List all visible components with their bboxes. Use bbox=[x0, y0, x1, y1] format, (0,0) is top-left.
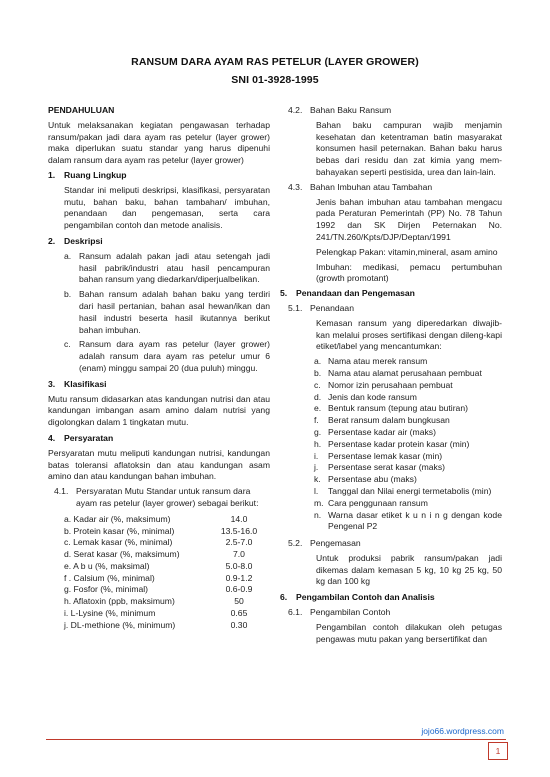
list-item bbox=[314, 392, 502, 404]
spec-label: e. A b u (%, maksimal) bbox=[64, 560, 150, 571]
list-marker: n. bbox=[314, 509, 322, 520]
subsection-number: 6.1. bbox=[288, 607, 303, 618]
spec-value: 50 bbox=[234, 596, 244, 607]
list-text: Persentase kadar protein kasar (min) bbox=[328, 438, 470, 449]
subsection-5-2-heading bbox=[288, 538, 502, 550]
spec-row bbox=[48, 561, 270, 573]
document-subtitle: SNI 01-3928-1995 bbox=[231, 74, 319, 86]
section-title: Klasifikasi bbox=[64, 378, 107, 389]
spec-row bbox=[48, 526, 270, 538]
spec-label: i. L-Lysine (%, minimum bbox=[64, 608, 156, 619]
list-item bbox=[314, 510, 502, 534]
spec-label: j. DL-methione (%, minimum) bbox=[64, 619, 176, 630]
spec-label: c. Lemak kasar (%, minimal) bbox=[64, 537, 173, 548]
spec-row bbox=[48, 620, 270, 632]
spec-label: g. Fosfor (%, minimal) bbox=[64, 584, 149, 595]
list-text: Nomor izin perusahaan pembuat bbox=[328, 379, 453, 390]
paragraph-persyaratan: Persyaratan mutu meliputi kandungan nutrisi, kandungan batas toleransi aflatoksin dan atau kandungan asam amino dan atau kandungan bahan imbuhan. bbox=[48, 447, 270, 482]
subsection-title: Bahan Imbuhan atau Tambahan bbox=[310, 181, 433, 192]
paragraph-bahan-baku: Bahan baku campuran wajib menjamin kesehatan dan ketentraman batin masyarakat konsumen hasil peternakan. Bahan baku harus bebas dari residu dan zat kimia yang mem-bahayakan seperti pestisida, urea dan lain-lain. bbox=[316, 119, 502, 177]
paragraph-ruang-lingkup: Standar ini meliputi deskripsi, klasifikasi, persyaratan mutu, bahan baku, bahan tambahan/ imbuhan, penandaan dan pengemasan, serta cara pengambilan contoh dan metode analisis. bbox=[64, 184, 270, 231]
spec-value: 0.6-0.9 bbox=[225, 584, 253, 595]
list-text: Persentase lemak kasar (min) bbox=[328, 450, 443, 461]
spec-value: 0.30 bbox=[230, 619, 248, 630]
subsection-4-1 bbox=[48, 486, 270, 510]
list-item bbox=[314, 474, 502, 486]
document-title: RANSUM DARA AYAM RAS PETELUR (LAYER GROWER) bbox=[131, 56, 419, 68]
list-marker: f. bbox=[314, 415, 319, 426]
section-title: Ruang Lingkup bbox=[64, 169, 127, 180]
list-marker: g. bbox=[314, 426, 322, 437]
paragraph-pelengkap-pakan: Pelengkap Pakan: vitamin,mineral, asam amino bbox=[316, 246, 498, 257]
spec-value: 7.0 bbox=[233, 549, 245, 560]
list-marker: e. bbox=[314, 403, 322, 414]
list-marker: c. bbox=[314, 379, 321, 390]
paragraph-bahan-imbuhan: Jenis bahan imbuhan atau tambahan mengacu pada Peraturan Pemerintah (PP) No. 78 Tahun 1992 dan SK Dirjen Peternakan No. 241/TN.260/Kpts/DJP/Deptan/1991 bbox=[316, 196, 502, 242]
spec-value: 0.65 bbox=[230, 608, 248, 619]
spec-row bbox=[48, 537, 270, 549]
spec-label: a. Kadar air (%, maksimum) bbox=[64, 513, 171, 524]
section-number: 4. bbox=[48, 432, 56, 443]
subsection-title: Bahan Baku Ransum bbox=[310, 105, 392, 115]
section-heading-2 bbox=[48, 236, 270, 248]
list-item bbox=[314, 439, 502, 451]
list-text: Persentase kadar air (maks) bbox=[328, 426, 436, 437]
list-item bbox=[314, 403, 502, 415]
section-heading-6 bbox=[280, 592, 502, 604]
spec-row bbox=[48, 584, 270, 596]
list-text: Berat ransum dalam bungkusan bbox=[328, 415, 450, 426]
subsection-number: 5.1. bbox=[288, 302, 303, 313]
footer-divider bbox=[46, 739, 506, 740]
list-text: Tanggal dan Nilai energi termetabolis (min) bbox=[328, 485, 492, 496]
page-number: 1 bbox=[488, 742, 508, 760]
list-marker: l. bbox=[314, 485, 319, 496]
right-column bbox=[280, 105, 502, 645]
list-text: Bahan ransum adalah bahan baku yang terdiri dari hasil pertanian, bahan asal hewan/ikan dan hasil industri beserta hasil ikutannya berikut bahan imbuhan. bbox=[79, 289, 270, 335]
subsection-number: 5.2. bbox=[288, 538, 303, 549]
list-text: Nama atau alamat perusahaan pembuat bbox=[328, 367, 482, 378]
spec-row bbox=[48, 514, 270, 526]
section-heading-4 bbox=[48, 433, 270, 445]
subsection-text: Persyaratan Mutu Standar untuk ransum dara ayam ras petelur (layer grower) sebagai berikut: bbox=[76, 486, 259, 508]
subsection-4-3-heading bbox=[288, 182, 502, 194]
list-item bbox=[314, 356, 502, 368]
section-number: 5. bbox=[280, 288, 288, 299]
deskripsi-list bbox=[48, 251, 270, 375]
subsection-title: Pengambilan Contoh bbox=[310, 607, 391, 618]
spec-row bbox=[48, 573, 270, 585]
list-marker: d. bbox=[314, 391, 322, 402]
list-marker: a. bbox=[64, 250, 72, 261]
paragraph-pengemasan: Untuk produksi pabrik ransum/pakan jadi dikemas dalam kemasan 5 kg, 10 kg 25 kg, 50 kg dan 100 kg bbox=[316, 552, 502, 587]
spec-value: 2.5-7.0 bbox=[225, 537, 253, 548]
list-marker: i. bbox=[314, 450, 319, 461]
section-heading-3 bbox=[48, 379, 270, 391]
section-number: 6. bbox=[280, 592, 288, 603]
footer-website: jojo66.wordpress.com bbox=[421, 726, 504, 736]
list-text: Warna dasar etiket k u n i n g dengan kode Pengenal P2 bbox=[328, 509, 502, 532]
list-marker: k. bbox=[314, 474, 321, 485]
list-item bbox=[314, 486, 502, 498]
list-text: Bentuk ransum (tepung atau butiran) bbox=[328, 403, 468, 414]
paragraph-pengambilan-contoh: Pengambilan contoh dilakukan oleh petugas pengawas mutu pakan yang bersertifikat dan bbox=[316, 621, 502, 644]
list-text: Jenis dan kode ransum bbox=[328, 391, 417, 402]
section-heading-pendahuluan: PENDAHULUAN bbox=[48, 105, 115, 115]
paragraph-pendahuluan: Untuk melaksanakan kegiatan pengawasan terhadap ransum/pakan jadi dara ayam ras petelur (layer grower) maka diperlukan suatu standar yang harus dipenuhi dalam ransum dara ayam ras petelur (layer grower) bbox=[48, 119, 270, 166]
section-title: Deskripsi bbox=[64, 235, 103, 246]
list-marker: m. bbox=[314, 497, 324, 508]
paragraph-klasifikasi: Mutu ransum didasarkan atas kandungan nutrisi dan atau kandungan imbangan asam amino dalam nutrisi yang digolongkan dalam 1 tingkatan mutu. bbox=[48, 393, 270, 428]
subsection-number: 4.1. bbox=[54, 486, 69, 497]
list-marker: c. bbox=[64, 339, 71, 350]
spec-value: 0.9-1.2 bbox=[225, 572, 253, 583]
spec-value: 14.0 bbox=[230, 513, 248, 524]
subsection-title: Pengemasan bbox=[310, 538, 361, 549]
list-marker: j. bbox=[314, 462, 319, 473]
list-item bbox=[314, 427, 502, 439]
subsection-4-2-heading bbox=[288, 105, 502, 117]
paragraph-imbuhan: Imbuhan: medikasi, pemacu pertumbuhan (growth promotant) bbox=[316, 261, 502, 284]
list-marker: a. bbox=[314, 356, 322, 367]
label-list bbox=[288, 356, 502, 533]
list-marker: h. bbox=[314, 438, 322, 449]
list-item bbox=[314, 462, 502, 474]
list-item bbox=[64, 251, 270, 286]
paragraph-penandaan: Kemasan ransum yang diperedarkan diwajib-kan melalui proses sertifikasi dengan dileng-kapi etiket/label yang mencantumkan: bbox=[316, 317, 502, 352]
spec-label: d. Serat kasar (%, maksimum) bbox=[64, 549, 180, 560]
subsection-number: 4.2. bbox=[288, 105, 303, 115]
list-item bbox=[64, 289, 270, 336]
section-number: 2. bbox=[48, 235, 56, 246]
section-heading-5 bbox=[280, 288, 502, 300]
section-number: 1. bbox=[48, 169, 56, 180]
spec-label: b. Protein kasar (%, minimal) bbox=[64, 525, 175, 536]
spec-label: h. Aflatoxin (ppb, maksimum) bbox=[64, 596, 175, 607]
spec-value: 5.0-8.0 bbox=[225, 560, 253, 571]
list-item bbox=[314, 498, 502, 510]
spec-value: 13.5-16.0 bbox=[220, 525, 258, 536]
spec-row bbox=[48, 549, 270, 561]
section-title: Persyaratan bbox=[64, 432, 114, 443]
list-text: Cara penggunaan ransum bbox=[328, 497, 428, 508]
list-marker: b. bbox=[314, 367, 322, 378]
spec-row bbox=[48, 608, 270, 620]
spec-table bbox=[48, 514, 270, 632]
list-item bbox=[314, 368, 502, 380]
list-text: Ransum adalah pakan jadi atau setengah jadi hasil pabrik/industri atau hasil pencampuran bahan ransum yang diedarkan/diperjualbelikan. bbox=[79, 250, 270, 285]
left-column bbox=[48, 105, 270, 632]
list-item bbox=[64, 339, 270, 374]
list-marker: b. bbox=[64, 289, 72, 300]
subsection-title: Penandaan bbox=[310, 302, 354, 313]
section-title: Penandaan dan Pengemasan bbox=[296, 288, 415, 299]
list-text: Persentase abu (maks) bbox=[328, 474, 417, 485]
spec-row bbox=[48, 596, 270, 608]
list-text: Persentase serat kasar (maks) bbox=[328, 462, 446, 473]
list-text: Nama atau merek ransum bbox=[328, 356, 428, 367]
list-item bbox=[314, 415, 502, 427]
section-title: Pengambilan Contoh dan Analisis bbox=[296, 592, 435, 603]
spec-label: f . Calsium (%, minimal) bbox=[64, 572, 155, 583]
section-heading-1 bbox=[48, 170, 270, 182]
subsection-5-1-heading bbox=[288, 303, 502, 315]
list-text: Ransum dara ayam ras petelur (layer grower) adalah ransum dara ayam ras petelur umur 6 (enam) minggu sampai 20 (dua puluh) minggu. bbox=[79, 339, 270, 373]
list-item bbox=[314, 451, 502, 463]
subsection-6-1-heading bbox=[288, 607, 502, 619]
section-number: 3. bbox=[48, 378, 56, 389]
list-item bbox=[314, 380, 502, 392]
subsection-number: 4.3. bbox=[288, 181, 303, 192]
